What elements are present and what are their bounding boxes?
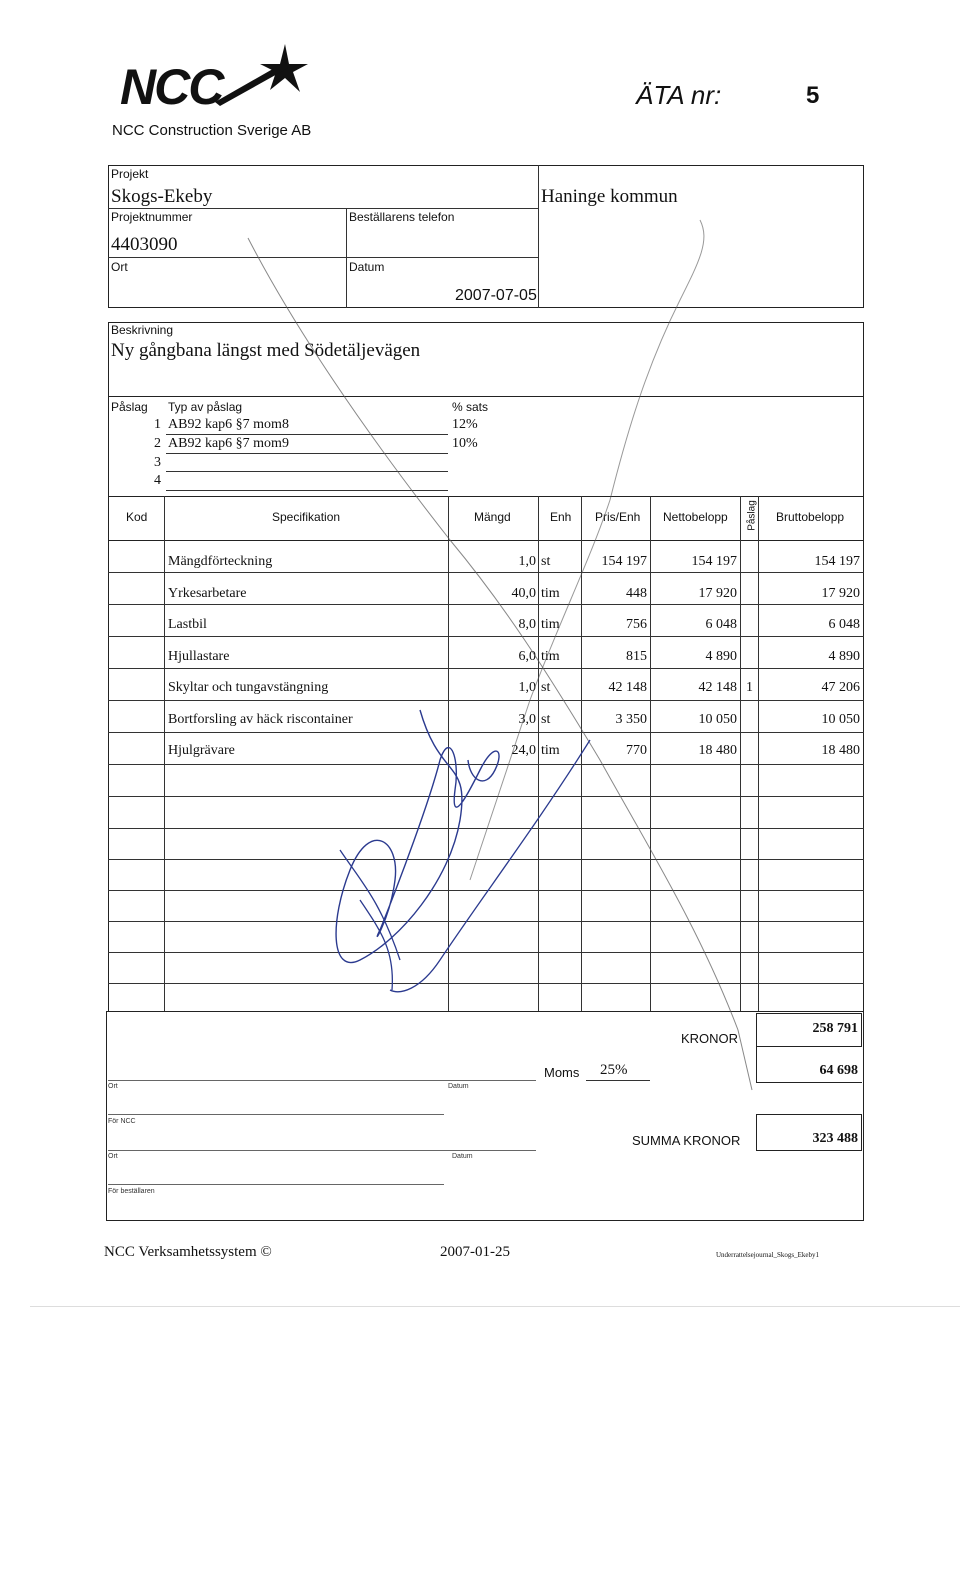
paslag-row-number: 4: [154, 473, 161, 488]
paslag-row-pct: 12%: [452, 417, 478, 432]
cell-brutto: 10 050: [821, 712, 860, 727]
cell-spec: Lastbil: [168, 617, 207, 632]
cell-enh: tim: [541, 743, 560, 758]
cell-pris: 448: [626, 586, 647, 601]
description-value: Ny gångbana längst med Södetäljevägen: [111, 340, 421, 361]
summa-label: SUMMA KRONOR: [632, 1133, 741, 1148]
cell-pris: 756: [626, 617, 647, 632]
cell-netto: 4 890: [705, 649, 737, 664]
paslag-label: Påslag: [111, 400, 148, 414]
ort-label: Ort: [111, 260, 128, 274]
col-header-spec: Specifikation: [272, 510, 341, 524]
cell-brutto: 4 890: [828, 649, 860, 664]
ncc-logo: [120, 40, 320, 115]
cell-pris: 154 197: [601, 554, 647, 569]
company-name: NCC Construction Sverige AB: [112, 122, 312, 139]
sig-for-bestallaren: För beställaren: [108, 1188, 155, 1195]
kronor-value: 258 791: [812, 1021, 858, 1036]
paslag-row-number: 3: [154, 455, 161, 470]
sig-ort-2: Ort: [108, 1153, 118, 1160]
cell-pris: 770: [626, 743, 647, 758]
cell-spec: Hjullastare: [168, 649, 230, 664]
moms-pct: 25%: [600, 1062, 628, 1078]
cell-brutto: 154 197: [814, 554, 860, 569]
cell-mangd: 1,0: [518, 554, 536, 569]
logo-star-icon: [210, 40, 310, 110]
summa-value: 323 488: [812, 1131, 858, 1146]
cell-netto: 6 048: [705, 617, 737, 632]
totals-box: [106, 1011, 864, 1221]
footer-date: 2007-01-25: [440, 1244, 510, 1260]
col-header-kod: Kod: [126, 510, 148, 524]
paslag-row-pct: 10%: [452, 436, 478, 451]
cell-enh: st: [541, 680, 551, 695]
cell-paslag: 1: [746, 680, 753, 695]
cell-mangd: 24,0: [511, 743, 536, 758]
cell-netto: 42 148: [698, 680, 737, 695]
datum-value: 2007-07-05: [455, 287, 537, 304]
cell-netto: 17 920: [698, 586, 737, 601]
cell-brutto: 47 206: [821, 680, 860, 695]
paslag-row-number: 2: [154, 436, 161, 451]
cell-mangd: 40,0: [511, 586, 536, 601]
cell-enh: tim: [541, 649, 560, 664]
col-header-paslag: Påslag: [746, 500, 758, 531]
paslag-type-label: Typ av påslag: [168, 400, 243, 414]
datum-label: Datum: [349, 260, 385, 274]
cell-netto: 10 050: [698, 712, 737, 727]
description-label: Beskrivning: [111, 323, 174, 337]
cell-enh: st: [541, 712, 551, 727]
col-header-mangd: Mängd: [474, 510, 511, 524]
main-table-box: [108, 396, 864, 1012]
paslag-sats-label: % sats: [452, 400, 489, 414]
footer-filename: Underrattelsejournal_Skogs_Ekeby1: [716, 1251, 820, 1259]
client-name: Haninge kommun: [541, 186, 678, 207]
cell-pris: 42 148: [608, 680, 647, 695]
cell-brutto: 6 048: [828, 617, 860, 632]
cell-spec: Skyltar och tungavstängning: [168, 680, 329, 695]
cell-brutto: 18 480: [821, 743, 860, 758]
ata-number: 5: [806, 82, 820, 109]
cell-enh: st: [541, 554, 551, 569]
cell-spec: Bortforsling av häck riscontainer: [168, 712, 353, 727]
cell-netto: 154 197: [691, 554, 737, 569]
footer-system: NCC Verksamhetssystem ©: [104, 1244, 272, 1260]
kronor-label: KRONOR: [681, 1031, 739, 1046]
projekt-value: Skogs-Ekeby: [111, 186, 213, 207]
cell-netto: 18 480: [698, 743, 737, 758]
sig-datum-1: Datum: [448, 1083, 469, 1090]
paslag-row-text: AB92 kap6 §7 mom8: [168, 417, 289, 432]
cell-mangd: 1,0: [518, 680, 536, 695]
sig-datum-2: Datum: [452, 1153, 473, 1160]
projektnummer-label: Projektnummer: [111, 210, 193, 224]
moms-value: 64 698: [819, 1063, 858, 1078]
cell-mangd: 3,0: [518, 712, 536, 727]
cell-enh: tim: [541, 586, 560, 601]
cell-pris: 815: [626, 649, 647, 664]
cell-pris: 3 350: [615, 712, 647, 727]
col-header-brutto: Bruttobelopp: [776, 510, 845, 524]
col-header-enh: Enh: [550, 510, 572, 524]
telefon-label: Beställarens telefon: [349, 210, 455, 224]
sig-for-ncc: För NCC: [108, 1118, 136, 1125]
paslag-row-number: 1: [154, 417, 161, 432]
ata-label: ÄTA nr:: [636, 80, 722, 110]
col-header-pris: Pris/Enh: [595, 510, 641, 524]
cell-spec: Hjulgrävare: [168, 743, 235, 758]
col-header-netto: Nettobelopp: [663, 510, 728, 524]
cell-spec: Yrkesarbetare: [168, 586, 247, 601]
projektnummer-value: 4403090: [111, 234, 178, 255]
cell-mangd: 6,0: [518, 649, 536, 664]
paslag-row-text: AB92 kap6 §7 mom9: [168, 436, 289, 451]
cell-brutto: 17 920: [821, 586, 860, 601]
cell-enh: tim: [541, 617, 560, 632]
sig-ort-1: Ort: [108, 1083, 118, 1090]
logo-text: NCC: [120, 59, 223, 115]
projekt-label: Projekt: [111, 167, 149, 181]
cell-spec: Mängdförteckning: [168, 554, 273, 569]
cell-mangd: 8,0: [518, 617, 536, 632]
moms-label: Moms: [544, 1065, 580, 1080]
